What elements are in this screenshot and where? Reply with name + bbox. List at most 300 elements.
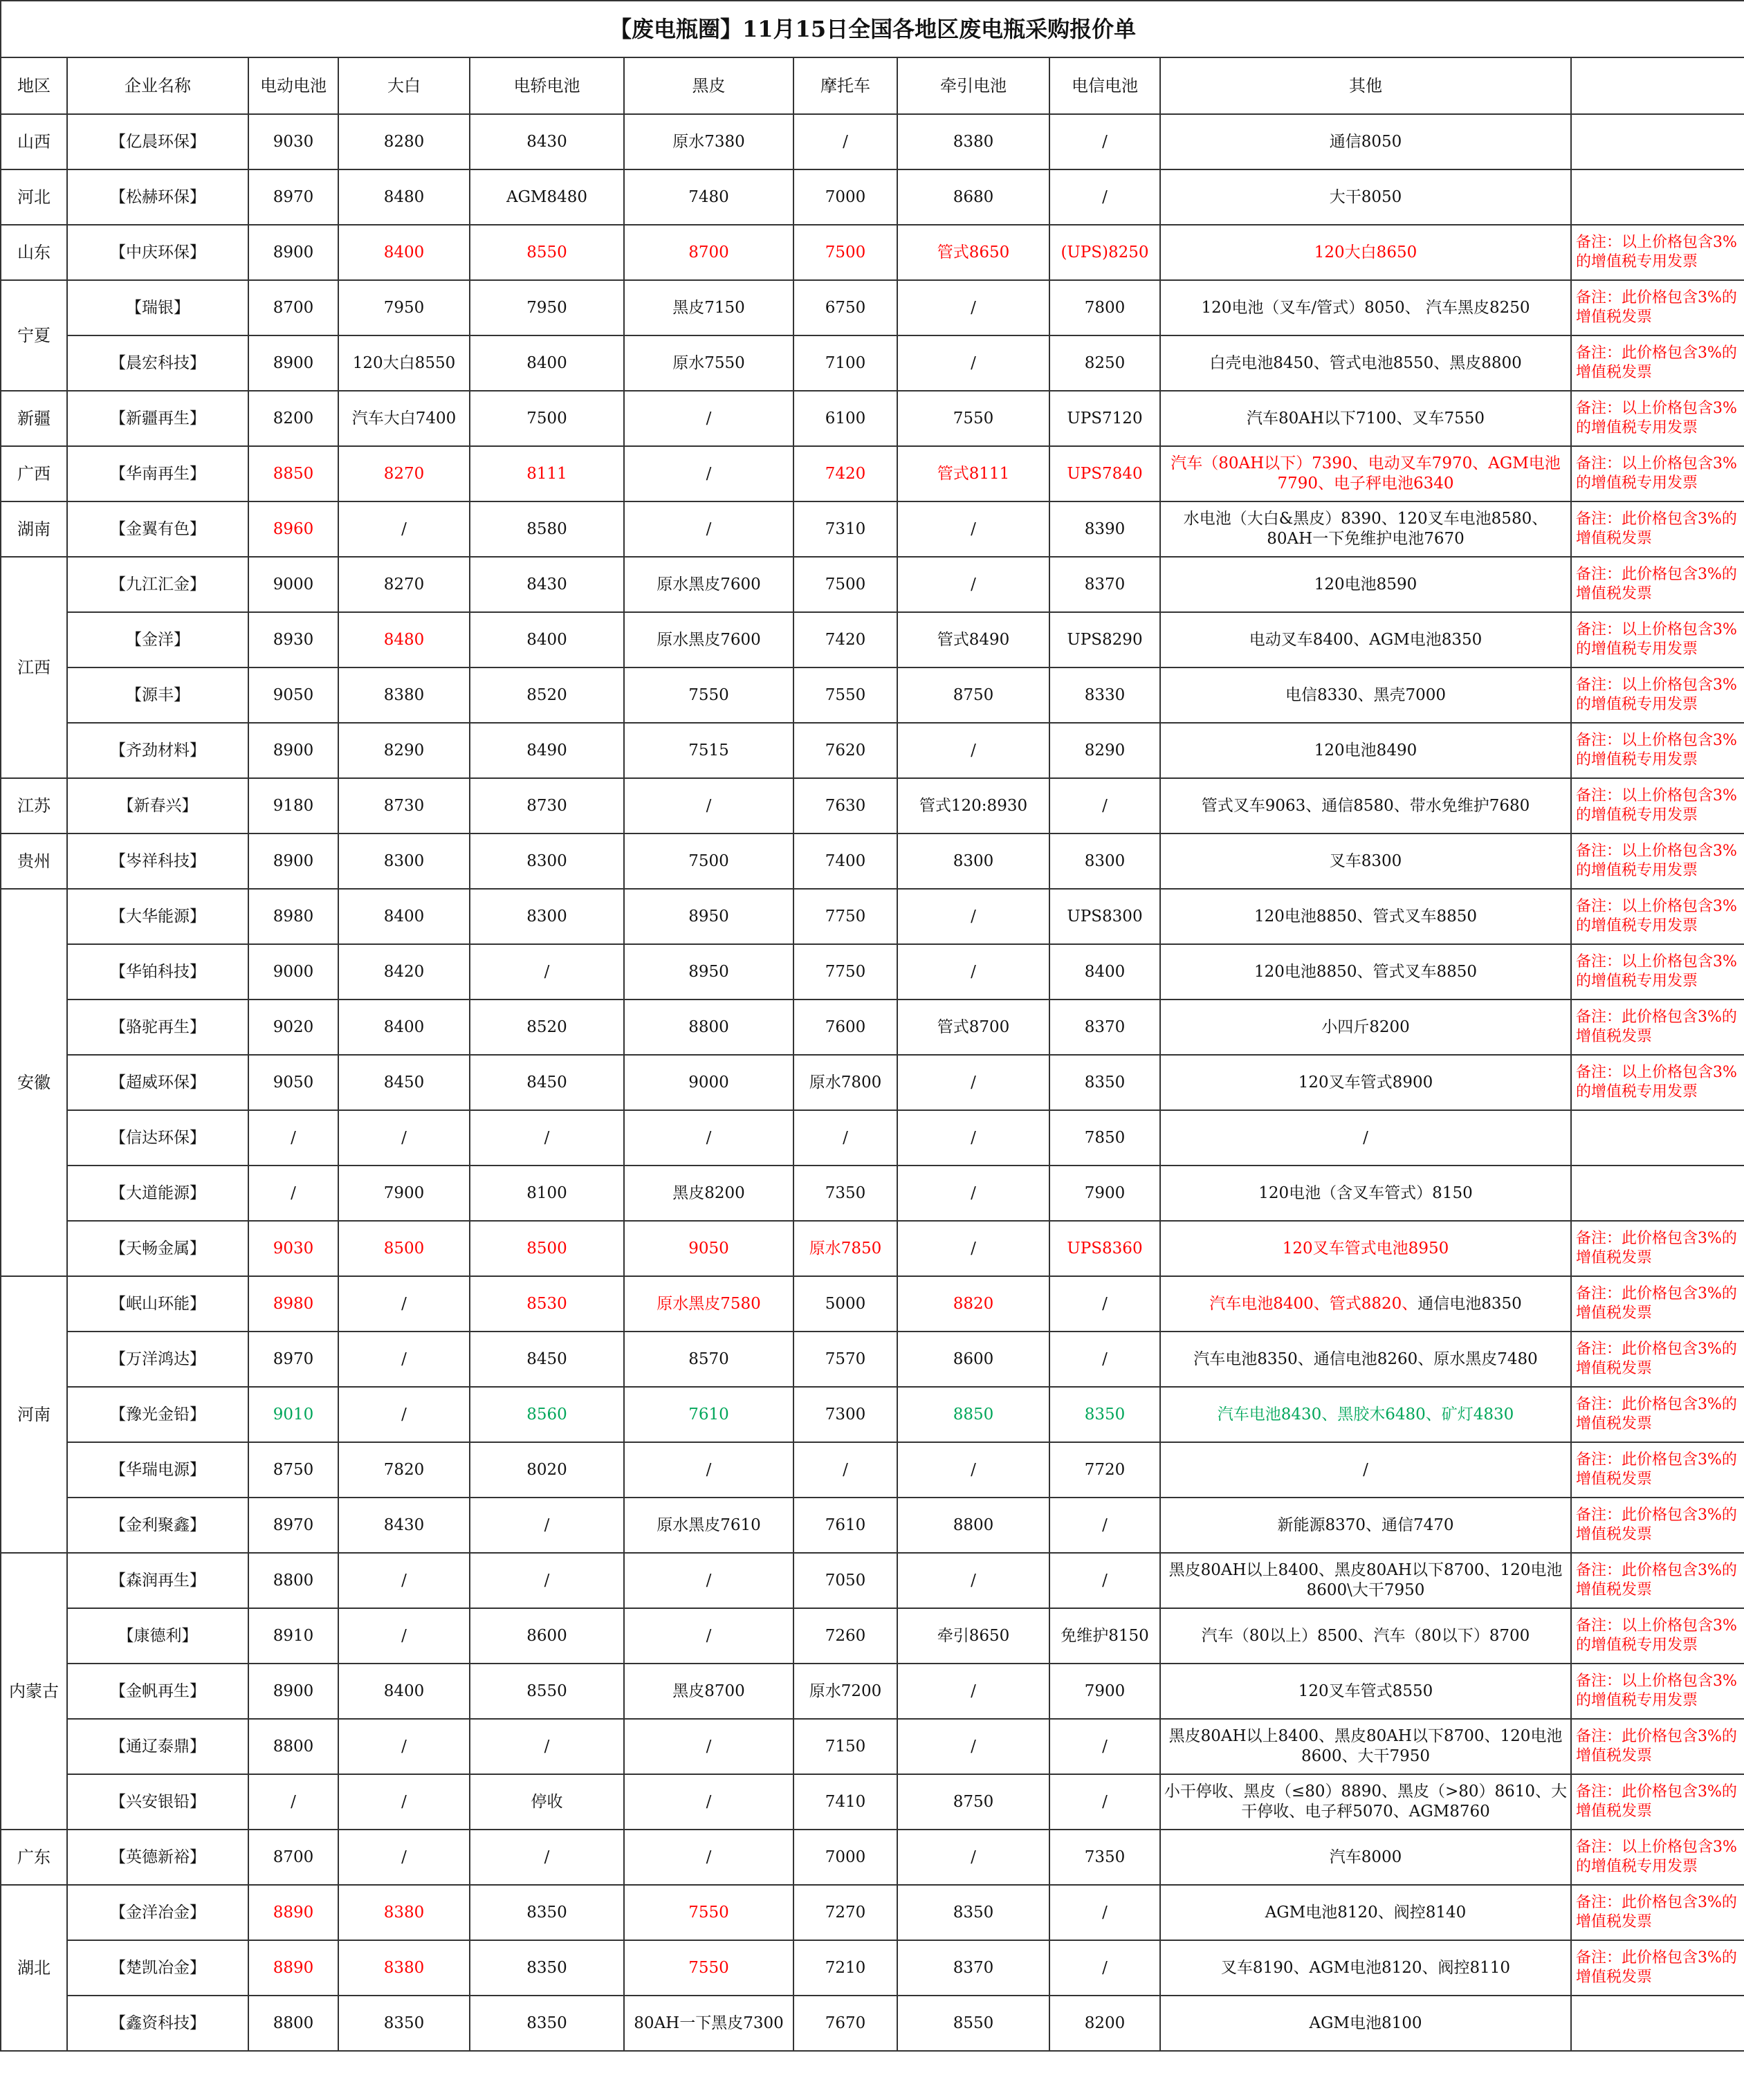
table-row [1, 889, 1744, 944]
electric-cell: 9030 [248, 1221, 338, 1276]
dabai-cell: 7820 [338, 1442, 470, 1498]
note-cell: 备注：以上价格包含3%的增值税专用发票 [1571, 723, 1744, 778]
motorcycle-cell: 7420 [793, 446, 897, 501]
electric-cell: 8800 [248, 1719, 338, 1774]
region-cell: 河南 [1, 1276, 67, 1553]
note-cell: 备注：以上价格包含3%的增值税专用发票 [1571, 833, 1744, 889]
heipi-cell: 原水黑皮7580 [624, 1276, 793, 1332]
company-cell: 【兴安银铅】 [67, 1774, 248, 1830]
motorcycle-cell: 7500 [793, 225, 897, 280]
telecom-cell: 8370 [1049, 1000, 1160, 1055]
table-row [1, 944, 1744, 1000]
col-header-dabai: 大白 [338, 57, 470, 114]
company-cell: 【瑞银】 [67, 280, 248, 335]
col-header-motorcycle: 摩托车 [793, 57, 897, 114]
electric-cell: 8970 [248, 1332, 338, 1387]
heipi-cell: 原水黑皮7600 [624, 557, 793, 612]
dabai-cell: 8480 [338, 169, 470, 225]
electric-cell: 8850 [248, 446, 338, 501]
car-battery-cell: 8350 [470, 1940, 624, 1996]
title-row [1, 1, 1744, 57]
car-battery-cell: 8430 [470, 114, 624, 169]
telecom-cell: / [1049, 1553, 1160, 1608]
car-battery-cell: 8400 [470, 612, 624, 667]
company-cell: 【华南再生】 [67, 446, 248, 501]
note-cell: 备注：此价格包含3%的增值税发票 [1571, 1719, 1744, 1774]
note-cell: 备注：此价格包含3%的增值税发票 [1571, 1774, 1744, 1830]
heipi-cell: 9050 [624, 1221, 793, 1276]
traction-cell: / [897, 1719, 1049, 1774]
table-row [1, 1276, 1744, 1332]
heipi-cell: / [624, 1553, 793, 1608]
company-cell: 【金翼有色】 [67, 501, 248, 557]
other-cell: AGM电池8100 [1160, 1996, 1571, 2051]
telecom-cell: 7720 [1049, 1442, 1160, 1498]
company-cell: 【天畅金属】 [67, 1221, 248, 1276]
dabai-cell: 8380 [338, 1885, 470, 1940]
dabai-cell: 8420 [338, 944, 470, 1000]
heipi-cell: 7500 [624, 833, 793, 889]
company-cell: 【金帆再生】 [67, 1664, 248, 1719]
car-battery-cell: AGM8480 [470, 169, 624, 225]
traction-cell: 8850 [897, 1387, 1049, 1442]
other-cell: 电动叉车8400、AGM电池8350 [1160, 612, 1571, 667]
other-cell: 大干8050 [1160, 169, 1571, 225]
electric-cell: 8900 [248, 833, 338, 889]
dabai-cell: 8300 [338, 833, 470, 889]
other-cell: 120叉车管式8550 [1160, 1664, 1571, 1719]
note-cell [1571, 169, 1744, 225]
table-row [1, 169, 1744, 225]
traction-cell: / [897, 1110, 1049, 1166]
company-cell: 【岑祥科技】 [67, 833, 248, 889]
motorcycle-cell: 7000 [793, 1830, 897, 1885]
motorcycle-cell: 7260 [793, 1608, 897, 1664]
col-header-region: 地区 [1, 57, 67, 114]
dabai-cell: / [338, 1110, 470, 1166]
traction-cell: 8820 [897, 1276, 1049, 1332]
electric-cell: 8900 [248, 1664, 338, 1719]
telecom-cell: UPS8300 [1049, 889, 1160, 944]
dabai-cell: 8480 [338, 612, 470, 667]
table-row [1, 1940, 1744, 1996]
traction-cell: / [897, 1055, 1049, 1110]
company-cell: 【亿晨环保】 [67, 114, 248, 169]
heipi-cell: 黑皮7150 [624, 280, 793, 335]
electric-cell: 9010 [248, 1387, 338, 1442]
traction-cell: 8750 [897, 1774, 1049, 1830]
telecom-cell: 7800 [1049, 280, 1160, 335]
motorcycle-cell: 7610 [793, 1498, 897, 1553]
col-header-company: 企业名称 [67, 57, 248, 114]
table-row [1, 1110, 1744, 1166]
col-header-note [1571, 57, 1744, 114]
motorcycle-cell: 原水7800 [793, 1055, 897, 1110]
car-battery-cell: / [470, 1830, 624, 1885]
note-cell: 备注：以上价格包含3%的增值税专用发票 [1571, 1055, 1744, 1110]
telecom-cell: / [1049, 1276, 1160, 1332]
car-battery-cell: 8550 [470, 225, 624, 280]
telecom-cell: 8350 [1049, 1055, 1160, 1110]
electric-cell: 9050 [248, 667, 338, 723]
note-cell: 备注：以上价格包含3%的增值税专用发票 [1571, 889, 1744, 944]
electric-cell: 9180 [248, 778, 338, 833]
dabai-cell: / [338, 1387, 470, 1442]
dabai-cell: / [338, 1608, 470, 1664]
telecom-cell: / [1049, 778, 1160, 833]
dabai-cell: / [338, 1332, 470, 1387]
heipi-cell: 原水黑皮7610 [624, 1498, 793, 1553]
traction-cell: 管式8650 [897, 225, 1049, 280]
heipi-cell: / [624, 1608, 793, 1664]
telecom-cell: / [1049, 1332, 1160, 1387]
heipi-cell: 原水7380 [624, 114, 793, 169]
table-row [1, 1664, 1744, 1719]
traction-cell: 牵引8650 [897, 1608, 1049, 1664]
heipi-cell: 7610 [624, 1387, 793, 1442]
motorcycle-cell: 原水7200 [793, 1664, 897, 1719]
note-cell: 备注：以上价格包含3%的增值税专用发票 [1571, 667, 1744, 723]
heipi-cell: / [624, 1830, 793, 1885]
traction-cell: / [897, 1166, 1049, 1221]
motorcycle-cell: 7550 [793, 667, 897, 723]
telecom-cell: 8400 [1049, 944, 1160, 1000]
dabai-cell: 8350 [338, 1996, 470, 2051]
telecom-cell: 7900 [1049, 1664, 1160, 1719]
other-cell: 汽车（80以上）8500、汽车（80以下）8700 [1160, 1608, 1571, 1664]
dabai-cell: / [338, 501, 470, 557]
telecom-cell: 8390 [1049, 501, 1160, 557]
note-cell: 备注：此价格包含3%的增值税发票 [1571, 501, 1744, 557]
motorcycle-cell: 7400 [793, 833, 897, 889]
telecom-cell: / [1049, 1774, 1160, 1830]
company-cell: 【骆驼再生】 [67, 1000, 248, 1055]
note-cell: 备注：此价格包含3%的增值税发票 [1571, 1332, 1744, 1387]
traction-cell: / [897, 501, 1049, 557]
car-battery-cell: 8580 [470, 501, 624, 557]
motorcycle-cell: 7630 [793, 778, 897, 833]
note-cell: 备注：此价格包含3%的增值税发票 [1571, 1276, 1744, 1332]
table-row [1, 391, 1744, 446]
heipi-cell: 7550 [624, 1885, 793, 1940]
other-cell: 白壳电池8450、管式电池8550、黑皮8800 [1160, 335, 1571, 391]
electric-cell: 8900 [248, 335, 338, 391]
company-cell: 【晨宏科技】 [67, 335, 248, 391]
note-cell: 备注：以上价格包含3%的增值税专用发票 [1571, 778, 1744, 833]
car-battery-cell: 8350 [470, 1996, 624, 2051]
dabai-cell: / [338, 1774, 470, 1830]
table-row [1, 1996, 1744, 2051]
motorcycle-cell: 6100 [793, 391, 897, 446]
electric-cell: 8700 [248, 280, 338, 335]
company-cell: 【森润再生】 [67, 1553, 248, 1608]
electric-cell: 8700 [248, 1830, 338, 1885]
region-cell: 安徽 [1, 889, 67, 1276]
motorcycle-cell: 7300 [793, 1387, 897, 1442]
company-cell: 【大道能源】 [67, 1166, 248, 1221]
other-cell: 汽车8000 [1160, 1830, 1571, 1885]
telecom-cell: / [1049, 1885, 1160, 1940]
heipi-cell: 8950 [624, 889, 793, 944]
car-battery-cell: 7950 [470, 280, 624, 335]
electric-cell: 9050 [248, 1055, 338, 1110]
other-cell: 120电池8850、管式叉车8850 [1160, 944, 1571, 1000]
car-battery-cell: 8520 [470, 667, 624, 723]
telecom-cell: UPS7840 [1049, 446, 1160, 501]
motorcycle-cell: 7150 [793, 1719, 897, 1774]
note-cell: 备注：此价格包含3%的增值税发票 [1571, 1221, 1744, 1276]
car-battery-cell: 8600 [470, 1608, 624, 1664]
traction-cell: 管式8111 [897, 446, 1049, 501]
traction-cell: 8380 [897, 114, 1049, 169]
telecom-cell: 免维护8150 [1049, 1608, 1160, 1664]
other-cell: / [1160, 1110, 1571, 1166]
car-battery-cell: 8530 [470, 1276, 624, 1332]
electric-cell: 8910 [248, 1608, 338, 1664]
motorcycle-cell: 7750 [793, 889, 897, 944]
col-header-electric: 电动电池 [248, 57, 338, 114]
heipi-cell: 8950 [624, 944, 793, 1000]
note-cell: 备注：以上价格包含3%的增值税专用发票 [1571, 1608, 1744, 1664]
electric-cell: 8900 [248, 723, 338, 778]
other-cell: / [1160, 1442, 1571, 1498]
note-cell: 备注：此价格包含3%的增值税发票 [1571, 1553, 1744, 1608]
table-row [1, 1719, 1744, 1774]
other-cell: 新能源8370、通信7470 [1160, 1498, 1571, 1553]
telecom-cell: / [1049, 1498, 1160, 1553]
motorcycle-cell: / [793, 1110, 897, 1166]
dabai-cell: 8280 [338, 114, 470, 169]
company-cell: 【金洋】 [67, 612, 248, 667]
table-row [1, 1498, 1744, 1553]
region-cell: 内蒙古 [1, 1553, 67, 1830]
region-cell: 山东 [1, 225, 67, 280]
other-cell: 管式叉车9063、通信8580、带水免维护7680 [1160, 778, 1571, 833]
other-cell: 小四斤8200 [1160, 1000, 1571, 1055]
other-cell: 汽车80AH以下7100、叉车7550 [1160, 391, 1571, 446]
table-row [1, 1000, 1744, 1055]
traction-cell: 8550 [897, 1996, 1049, 2051]
electric-cell: 8800 [248, 1996, 338, 2051]
car-battery-cell: / [470, 1110, 624, 1166]
motorcycle-cell: 7350 [793, 1166, 897, 1221]
table-row [1, 1553, 1744, 1608]
car-battery-cell: 8100 [470, 1166, 624, 1221]
car-battery-cell: / [470, 1553, 624, 1608]
company-cell: 【源丰】 [67, 667, 248, 723]
note-cell: 备注：此价格包含3%的增值税发票 [1571, 335, 1744, 391]
heipi-cell: 80AH一下黑皮7300 [624, 1996, 793, 2051]
other-cell: AGM电池8120、阀控8140 [1160, 1885, 1571, 1940]
other-cell [1160, 1276, 1571, 1332]
telecom-cell: 8330 [1049, 667, 1160, 723]
electric-cell: 8980 [248, 889, 338, 944]
table-row [1, 1830, 1744, 1885]
traction-cell: 8600 [897, 1332, 1049, 1387]
telecom-cell: / [1049, 1940, 1160, 1996]
dabai-cell: 8380 [338, 1940, 470, 1996]
car-battery-cell: / [470, 944, 624, 1000]
motorcycle-cell: 5000 [793, 1276, 897, 1332]
table-row [1, 1442, 1744, 1498]
dabai-cell: 8500 [338, 1221, 470, 1276]
table-row [1, 1332, 1744, 1387]
col-header-other: 其他 [1160, 57, 1571, 114]
other-cell: 叉车8190、AGM电池8120、阀控8110 [1160, 1940, 1571, 1996]
region-cell: 江西 [1, 557, 67, 778]
heipi-cell: 原水7550 [624, 335, 793, 391]
other-cell: 120电池8490 [1160, 723, 1571, 778]
other-cell: 120叉车管式8900 [1160, 1055, 1571, 1110]
other-cell: 通信8050 [1160, 114, 1571, 169]
other-cell: 汽车电池8430、黑胶木6480、矿灯4830 [1160, 1387, 1571, 1442]
table-row [1, 778, 1744, 833]
heipi-cell: 黑皮8700 [624, 1664, 793, 1719]
other-cell: 水电池（大白&黑皮）8390、120叉车电池8580、80AH一下免维护电池7670 [1160, 501, 1571, 557]
electric-cell: 8930 [248, 612, 338, 667]
note-cell: 备注：此价格包含3%的增值税发票 [1571, 1940, 1744, 1996]
motorcycle-cell: 7410 [793, 1774, 897, 1830]
note-cell: 备注：以上价格包含3%的增值税专用发票 [1571, 225, 1744, 280]
telecom-cell: 8200 [1049, 1996, 1160, 2051]
table-row [1, 1885, 1744, 1940]
motorcycle-cell: / [793, 114, 897, 169]
electric-cell: / [248, 1110, 338, 1166]
traction-cell: 8680 [897, 169, 1049, 225]
telecom-cell: / [1049, 1719, 1160, 1774]
other-cell: 汽车（80AH以下）7390、电动叉车7970、AGM电池7790、电子秤电池6340 [1160, 446, 1571, 501]
region-cell: 广西 [1, 446, 67, 501]
heipi-cell: / [624, 1719, 793, 1774]
table-row [1, 446, 1744, 501]
motorcycle-cell: 7750 [793, 944, 897, 1000]
dabai-cell: 8730 [338, 778, 470, 833]
table-row [1, 1055, 1744, 1110]
other-cell: 小干停收、黑皮（≤80）8890、黑皮（>80）8610、大干停收、电子秤5070、AGM8760 [1160, 1774, 1571, 1830]
traction-cell: / [897, 280, 1049, 335]
traction-cell: 8350 [897, 1885, 1049, 1940]
heipi-cell: 8570 [624, 1332, 793, 1387]
company-cell: 【信达环保】 [67, 1110, 248, 1166]
traction-cell: / [897, 1830, 1049, 1885]
table-row [1, 114, 1744, 169]
car-battery-cell: 8111 [470, 446, 624, 501]
table-row [1, 612, 1744, 667]
table-row [1, 1774, 1744, 1830]
company-cell: 【金利聚鑫】 [67, 1498, 248, 1553]
region-cell: 湖南 [1, 501, 67, 557]
car-battery-cell: 8300 [470, 833, 624, 889]
dabai-cell: 8400 [338, 225, 470, 280]
heipi-cell: 8700 [624, 225, 793, 280]
table-row [1, 1387, 1744, 1442]
company-cell: 【鑫资科技】 [67, 1996, 248, 2051]
heipi-cell: / [624, 501, 793, 557]
motorcycle-cell: 7600 [793, 1000, 897, 1055]
car-battery-cell: 8560 [470, 1387, 624, 1442]
motorcycle-cell: 7620 [793, 723, 897, 778]
dabai-cell: 120大白8550 [338, 335, 470, 391]
dabai-cell: 7950 [338, 280, 470, 335]
car-battery-cell: 8550 [470, 1664, 624, 1719]
heipi-cell: / [624, 1442, 793, 1498]
telecom-cell: / [1049, 169, 1160, 225]
motorcycle-cell: 7670 [793, 1996, 897, 2051]
motorcycle-cell: 6750 [793, 280, 897, 335]
region-cell: 新疆 [1, 391, 67, 446]
motorcycle-cell: 7570 [793, 1332, 897, 1387]
company-cell: 【万洋鸿达】 [67, 1332, 248, 1387]
car-battery-cell: 8730 [470, 778, 624, 833]
note-cell: 备注：此价格包含3%的增值税发票 [1571, 280, 1744, 335]
other-red-part: 汽车电池8400、管式8820、 [1209, 1294, 1418, 1313]
car-battery-cell: 8520 [470, 1000, 624, 1055]
dabai-cell: 8400 [338, 1000, 470, 1055]
electric-cell: 9000 [248, 944, 338, 1000]
company-cell: 【新疆再生】 [67, 391, 248, 446]
telecom-cell: UPS8290 [1049, 612, 1160, 667]
company-cell: 【豫光金铅】 [67, 1387, 248, 1442]
traction-cell: / [897, 1221, 1049, 1276]
car-battery-cell: 8500 [470, 1221, 624, 1276]
electric-cell: 8980 [248, 1276, 338, 1332]
company-cell: 【英德新裕】 [67, 1830, 248, 1885]
motorcycle-cell: 7310 [793, 501, 897, 557]
electric-cell: 8200 [248, 391, 338, 446]
motorcycle-cell: 7420 [793, 612, 897, 667]
car-battery-cell: 8020 [470, 1442, 624, 1498]
col-header-telecom: 电信电池 [1049, 57, 1160, 114]
other-cell: 120叉车管式电池8950 [1160, 1221, 1571, 1276]
traction-cell: 8750 [897, 667, 1049, 723]
traction-cell: 管式8700 [897, 1000, 1049, 1055]
other-cell: 120电池（叉车/管式）8050、 汽车黑皮8250 [1160, 280, 1571, 335]
other-cell: 汽车电池8350、通信电池8260、原水黑皮7480 [1160, 1332, 1571, 1387]
other-cell: 120电池（含叉车管式）8150 [1160, 1166, 1571, 1221]
dabai-cell: / [338, 1719, 470, 1774]
traction-cell: / [897, 1664, 1049, 1719]
traction-cell: 管式8490 [897, 612, 1049, 667]
dabai-cell: 8270 [338, 446, 470, 501]
heipi-cell: 9000 [624, 1055, 793, 1110]
telecom-cell: UPS7120 [1049, 391, 1160, 446]
table-row [1, 557, 1744, 612]
electric-cell: / [248, 1774, 338, 1830]
header-row [1, 57, 1744, 114]
traction-cell: 8370 [897, 1940, 1049, 1996]
dabai-cell: / [338, 1830, 470, 1885]
heipi-cell: / [624, 446, 793, 501]
note-cell: 备注：此价格包含3%的增值税发票 [1571, 1387, 1744, 1442]
note-cell: 备注：以上价格包含3%的增值税专用发票 [1571, 944, 1744, 1000]
traction-cell: / [897, 557, 1049, 612]
car-battery-cell: 8490 [470, 723, 624, 778]
dabai-cell: 8400 [338, 889, 470, 944]
company-cell: 【岷山环能】 [67, 1276, 248, 1332]
table-row [1, 280, 1744, 335]
telecom-cell: 7900 [1049, 1166, 1160, 1221]
telecom-cell: 7350 [1049, 1830, 1160, 1885]
car-battery-cell: 8300 [470, 889, 624, 944]
heipi-cell: 7515 [624, 723, 793, 778]
note-cell: 备注：此价格包含3%的增值税发票 [1571, 1000, 1744, 1055]
traction-cell: / [897, 944, 1049, 1000]
traction-cell: 7550 [897, 391, 1049, 446]
electric-cell: 8900 [248, 225, 338, 280]
telecom-cell: 7850 [1049, 1110, 1160, 1166]
telecom-cell: UPS8360 [1049, 1221, 1160, 1276]
note-cell: 备注：此价格包含3%的增值税发票 [1571, 1885, 1744, 1940]
